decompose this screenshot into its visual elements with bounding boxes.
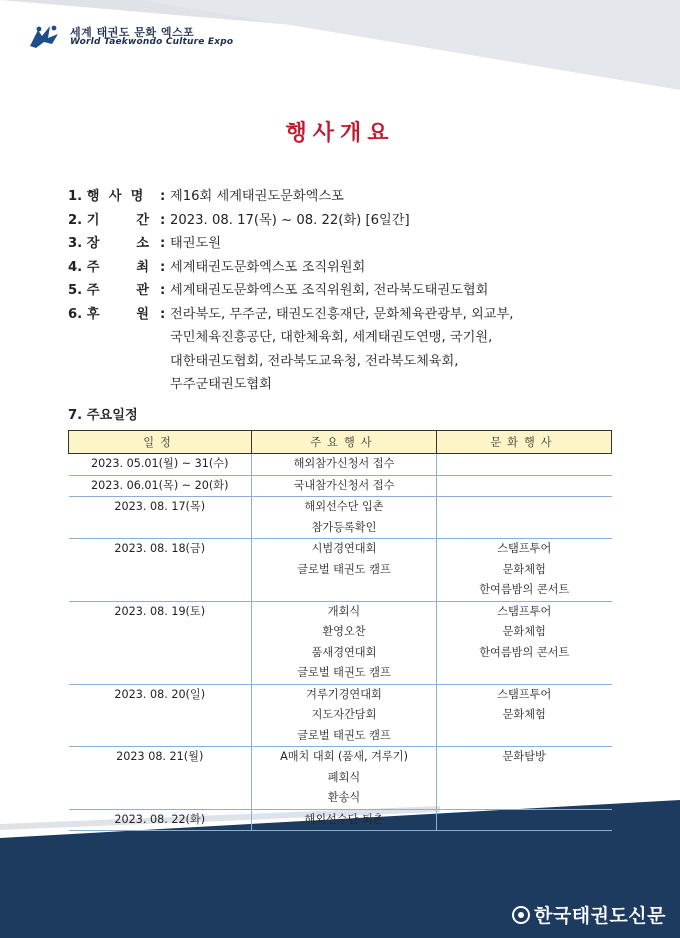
date-text: 2023 08. 21(월) — [116, 750, 204, 763]
date-text: 2023. 05.01(월) ~ 31(수) — [91, 457, 229, 470]
info-value-line: 제16회 세계태권도문화엑스포 — [170, 189, 344, 204]
date-cell — [69, 809, 252, 831]
main-events-cell — [252, 539, 437, 602]
date-text: 2023. 08. 17(목) — [114, 500, 206, 513]
info-label: 2. 기 간 — [68, 212, 149, 228]
date-cell — [69, 454, 252, 476]
info-value-line: 태권도원 — [170, 236, 221, 251]
info-value-line: 세계태권도문화엑스포 조직위원회 — [170, 259, 366, 275]
table-row — [69, 454, 612, 476]
main-event-text: 환송식 — [327, 791, 361, 804]
info-row — [68, 209, 628, 233]
date-cell — [69, 497, 252, 539]
table-row — [69, 601, 612, 684]
main-events-cell — [252, 497, 437, 539]
info-value — [170, 185, 628, 209]
main-event-text: 참가등록확인 — [311, 520, 377, 534]
info-label: 1. 행 사 명 — [68, 189, 144, 204]
info-separator: : — [160, 189, 166, 204]
event-info-list — [68, 185, 628, 397]
main-event-text: 국내참가신청서 접수 — [293, 478, 395, 492]
schedule-table — [68, 430, 612, 831]
culture-event-text: 문화체험 — [502, 625, 546, 638]
culture-event-text: 스탬프투어 — [497, 604, 552, 618]
culture-events-cell — [437, 454, 612, 476]
info-separator: : — [160, 236, 166, 251]
main-event-text: 글로벌 태권도 캠프 — [297, 562, 391, 576]
main-events-cell — [252, 454, 437, 476]
info-separator: : — [160, 212, 166, 228]
culture-event-text: 문화탐방 — [502, 750, 546, 763]
info-label: 5. 주 관 — [68, 283, 149, 298]
main-event-text: 폐회식 — [327, 770, 361, 784]
main-event-text: 해외선수단 퇴촌 — [304, 812, 384, 826]
culture-event-text: 스탬프투어 — [497, 687, 552, 701]
info-row — [68, 185, 628, 209]
column-header-date: 일정 — [69, 431, 252, 454]
main-event-text: 품새경연대회 — [311, 645, 377, 659]
culture-events-cell — [437, 475, 612, 497]
info-separator: : — [160, 306, 166, 322]
date-text: 2023. 08. 19(토) — [114, 604, 206, 618]
info-row — [68, 232, 628, 256]
date-text: 2023. 08. 20(일) — [114, 687, 206, 701]
main-event-text: 글로벌 태권도 캠프 — [297, 728, 391, 742]
main-events-cell — [252, 809, 437, 831]
date-cell — [69, 601, 252, 684]
table-row — [69, 684, 612, 747]
date-text: 2023. 08. 18(금) — [114, 542, 206, 555]
date-cell — [69, 475, 252, 497]
table-row — [69, 809, 612, 831]
table-row — [69, 475, 612, 497]
main-event-text: 글로벌 태권도 캠프 — [297, 666, 391, 679]
main-event-text: 겨루기경연대회 — [306, 687, 382, 701]
main-event-text: 개회식 — [327, 604, 361, 618]
table-row — [69, 497, 612, 539]
main-event-text: 해외선수단 입촌 — [304, 500, 384, 513]
culture-events-cell — [437, 809, 612, 831]
info-value-line: 2023. 08. 17(목) ~ 08. 22(화) [6일간] — [170, 212, 410, 228]
newspaper-logo-icon — [512, 906, 530, 924]
culture-events-cell — [437, 539, 612, 602]
main-event-text: 지도자간담회 — [311, 708, 377, 721]
main-events-cell — [252, 684, 437, 747]
culture-events-cell — [437, 747, 612, 810]
info-label: 3. 장 소 — [68, 236, 149, 251]
main-events-cell — [252, 747, 437, 810]
main-event-text: 환영오찬 — [322, 625, 366, 638]
culture-event-text: 스탬프투어 — [497, 542, 552, 555]
date-cell — [69, 539, 252, 602]
culture-events-cell — [437, 497, 612, 539]
info-row — [68, 256, 628, 280]
main-event-text — [252, 580, 436, 601]
info-label: 6. 후 원 — [68, 306, 149, 322]
table-row — [69, 539, 612, 602]
culture-events-cell — [437, 684, 612, 747]
schedule-title: 7. 주요일정 — [68, 408, 138, 423]
column-header-culture-events: 문화행사 — [437, 431, 612, 454]
date-cell — [69, 747, 252, 810]
culture-event-text: 문화체험 — [502, 708, 546, 721]
taekwondo-kick-icon — [28, 24, 64, 50]
expo-logo — [28, 24, 233, 50]
info-value — [170, 279, 628, 303]
newspaper-watermark — [512, 901, 666, 928]
info-value-line: 무주군태권도협회 — [170, 377, 272, 392]
info-value-line: 전라북도, 무주군, 태권도진흥재단, 문화체육관광부, 외교부, — [170, 306, 514, 322]
date-text: 2023. 06.01(목) ~ 20(화) — [91, 478, 229, 492]
page-title: 행사개요 — [285, 121, 395, 146]
info-row — [68, 279, 628, 303]
main-event-text: 해외참가신청서 접수 — [293, 457, 395, 470]
info-value-line: 국민체육진흥공단, 대한체육회, 세계태권도연맹, 국기원, — [170, 330, 493, 345]
main-events-cell — [252, 601, 437, 684]
logo-korean-text: 세계 태권도 문화 엑스포 — [70, 25, 195, 39]
column-header-main-events: 주요행사 — [252, 431, 437, 454]
info-value — [170, 232, 628, 256]
date-cell — [69, 684, 252, 747]
culture-events-cell — [437, 601, 612, 684]
culture-event-text: 한여름밤의 콘서트 — [479, 645, 570, 659]
culture-event-text: 문화체험 — [502, 562, 546, 576]
info-value-line: 세계태권도문화엑스포 조직위원회, 전라북도태권도협회 — [170, 283, 489, 298]
info-row — [68, 303, 628, 397]
main-events-cell — [252, 475, 437, 497]
date-text: 2023. 08. 22(화) — [114, 812, 206, 826]
info-value — [170, 256, 628, 280]
info-value-line: 대한태권도협회, 전라북도교육청, 전라북도체육회, — [170, 353, 459, 369]
table-row — [69, 747, 612, 810]
info-separator: : — [160, 259, 166, 275]
culture-event-text: 한여름밤의 콘서트 — [479, 583, 570, 596]
info-label: 4. 주 최 — [68, 259, 149, 275]
info-separator: : — [160, 283, 166, 298]
watermark-text: 한국태권도신문 — [534, 905, 666, 927]
main-event-text: A매치 대회 (품새, 겨루기) — [280, 750, 408, 763]
info-value — [170, 303, 628, 397]
logo-english-text: World Taekwondo Culture Expo — [70, 37, 234, 48]
info-value — [170, 209, 628, 233]
main-event-text: 시범경연대회 — [311, 542, 377, 555]
